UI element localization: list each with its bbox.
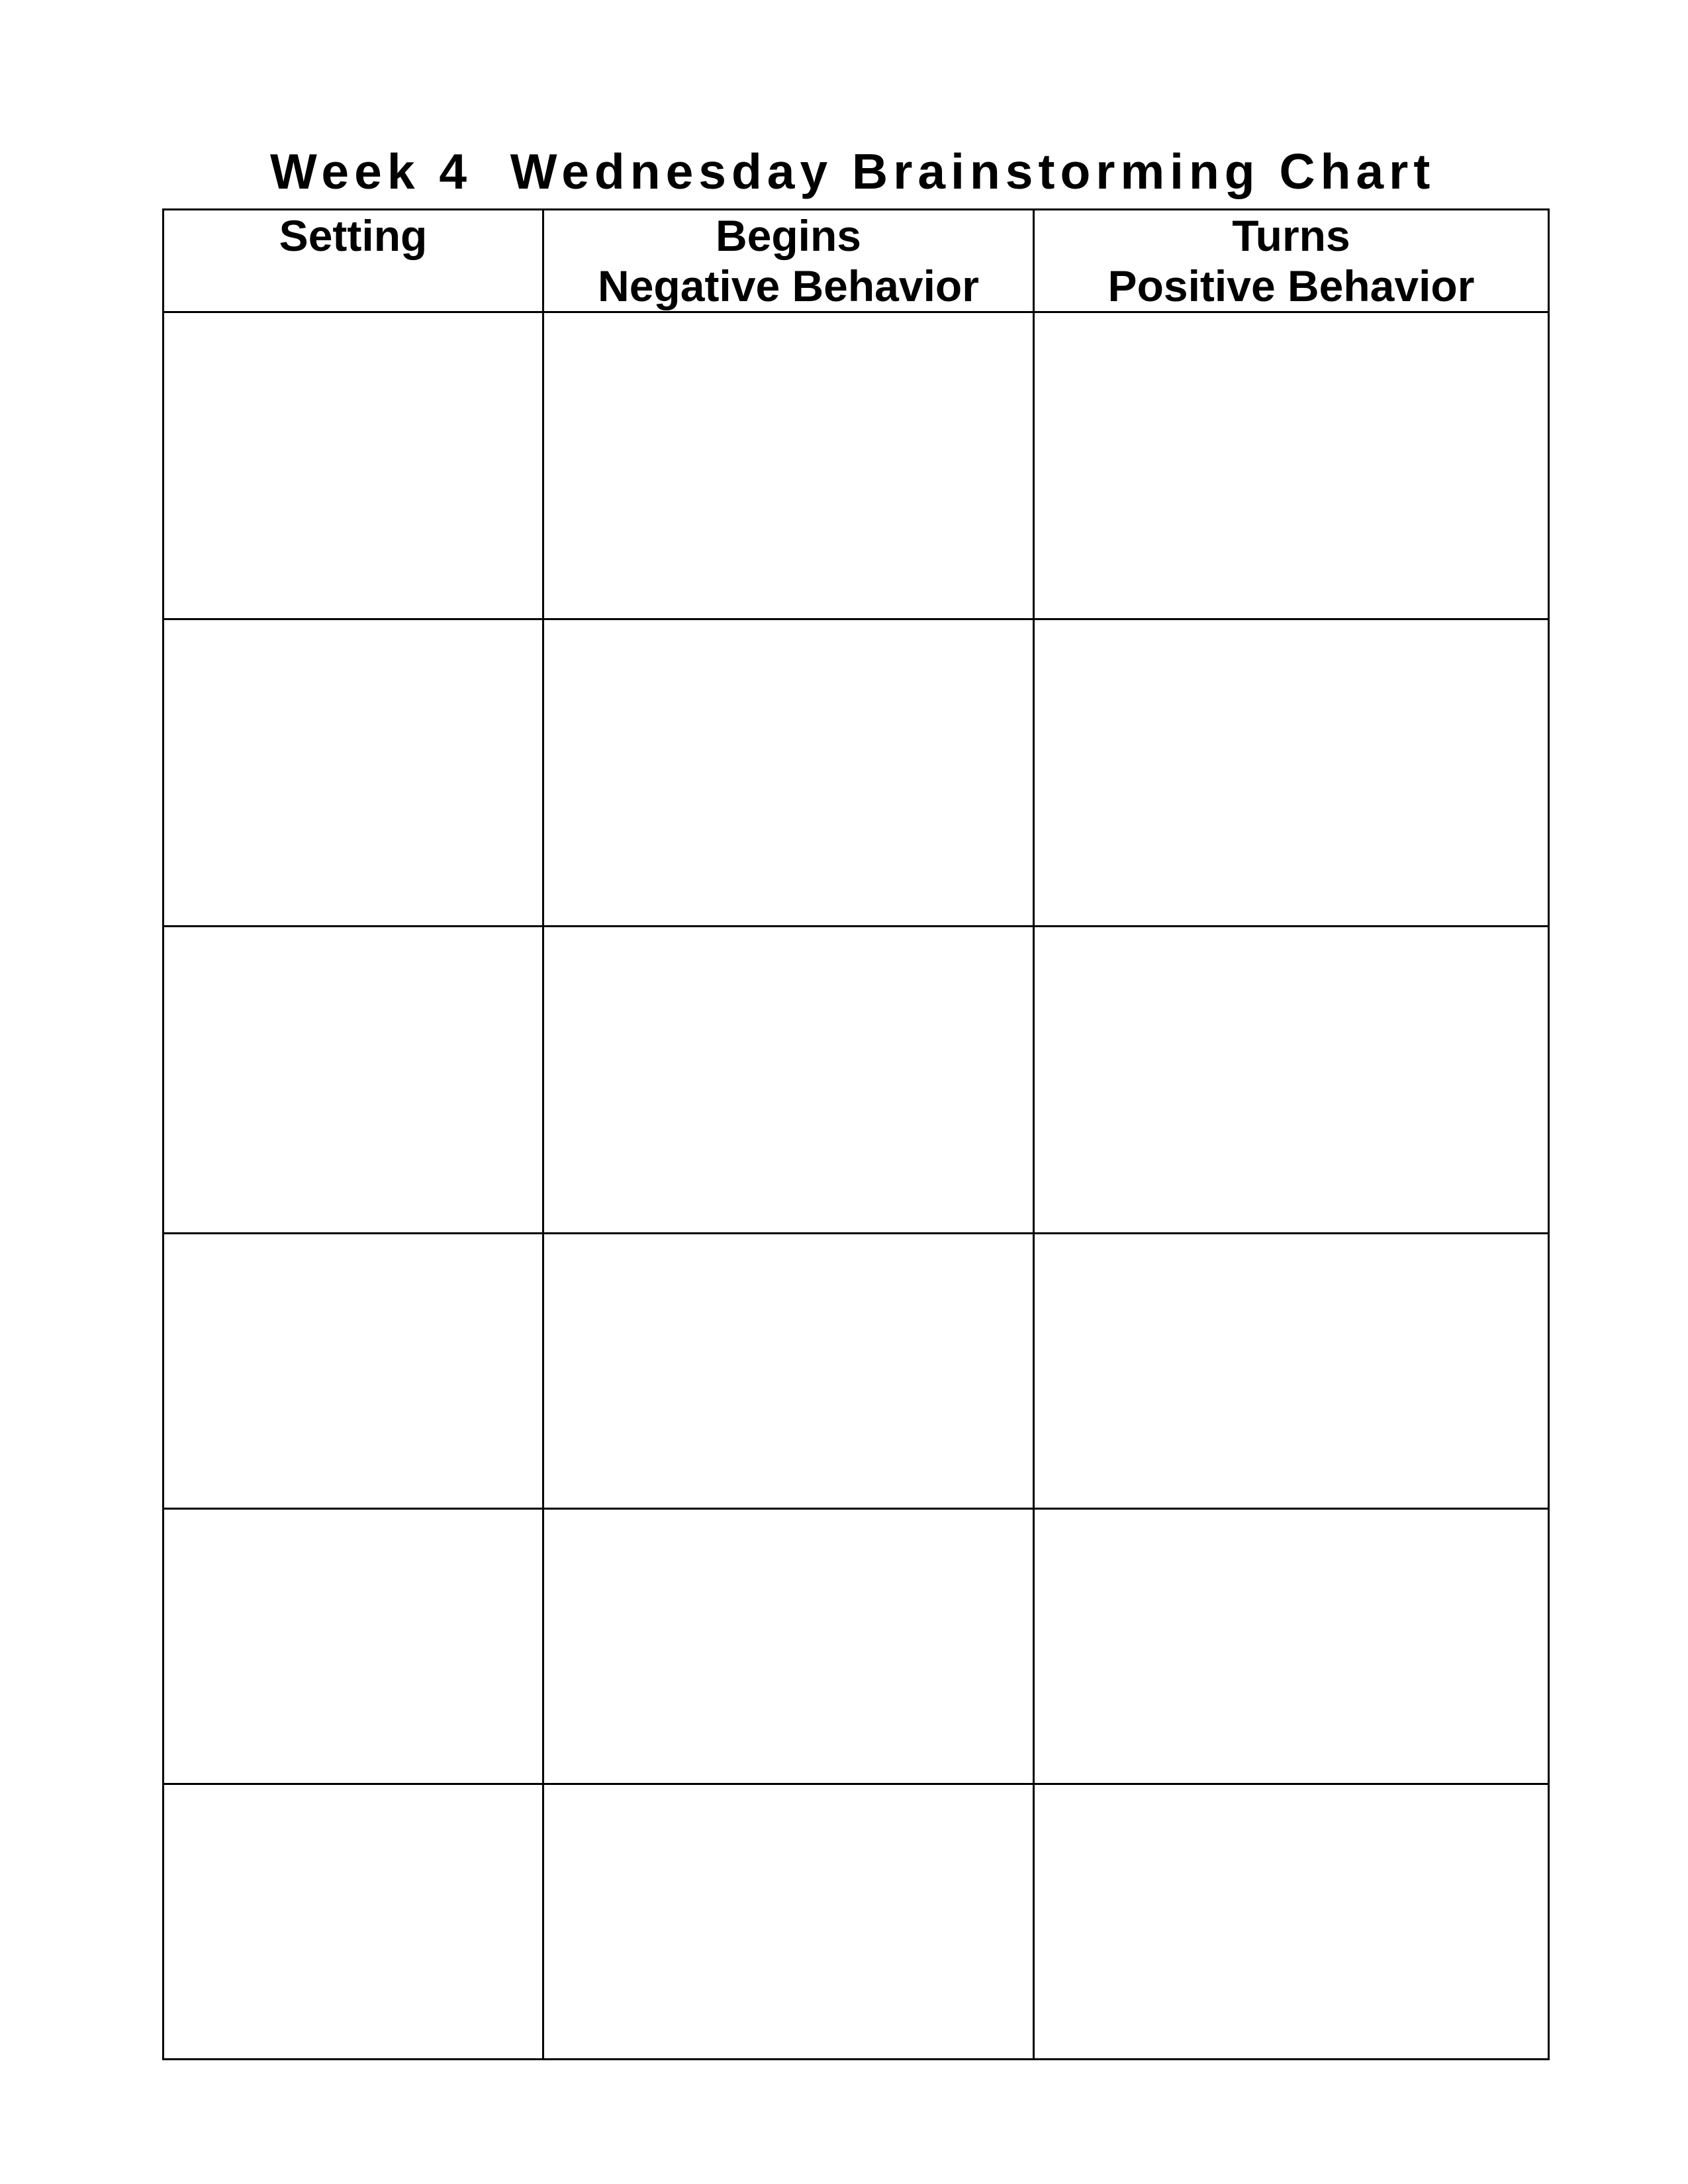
table-row — [164, 1509, 1549, 1784]
setting-cell[interactable] — [164, 927, 543, 1234]
column-header-turns-line2: Positive Behavior — [1107, 261, 1475, 310]
table-row — [164, 312, 1549, 619]
begins-cell[interactable] — [543, 927, 1034, 1234]
begins-cell[interactable] — [543, 1509, 1034, 1784]
brainstorming-table — [162, 208, 1550, 2060]
turns-cell[interactable] — [1034, 1234, 1549, 1509]
column-header-turns-line1: Turns — [1232, 211, 1350, 260]
column-header-begins — [543, 210, 1034, 312]
column-header-setting-line1: Setting — [279, 211, 428, 260]
begins-cell[interactable] — [543, 619, 1034, 927]
column-header-setting — [164, 210, 543, 312]
turns-cell[interactable] — [1034, 1784, 1549, 2060]
header-row — [164, 210, 1549, 312]
setting-cell[interactable] — [164, 1234, 543, 1509]
turns-cell[interactable] — [1034, 312, 1549, 619]
table-row — [164, 1784, 1549, 2060]
setting-cell[interactable] — [164, 619, 543, 927]
table-row — [164, 927, 1549, 1234]
table-row — [164, 1234, 1549, 1509]
setting-cell[interactable] — [164, 1509, 543, 1784]
turns-cell[interactable] — [1034, 1509, 1549, 1784]
table-row — [164, 619, 1549, 927]
begins-cell[interactable] — [543, 1234, 1034, 1509]
setting-cell[interactable] — [164, 312, 543, 619]
begins-cell[interactable] — [543, 1784, 1034, 2060]
column-header-begins-line2: Negative Behavior — [598, 261, 979, 310]
setting-cell[interactable] — [164, 1784, 543, 2060]
column-header-begins-line1: Begins — [715, 211, 862, 260]
begins-cell[interactable] — [543, 312, 1034, 619]
column-header-turns — [1034, 210, 1549, 312]
turns-cell[interactable] — [1034, 619, 1549, 927]
page-title: Week 4 Wednesday Brainstorming Chart — [270, 144, 1436, 199]
turns-cell[interactable] — [1034, 927, 1549, 1234]
